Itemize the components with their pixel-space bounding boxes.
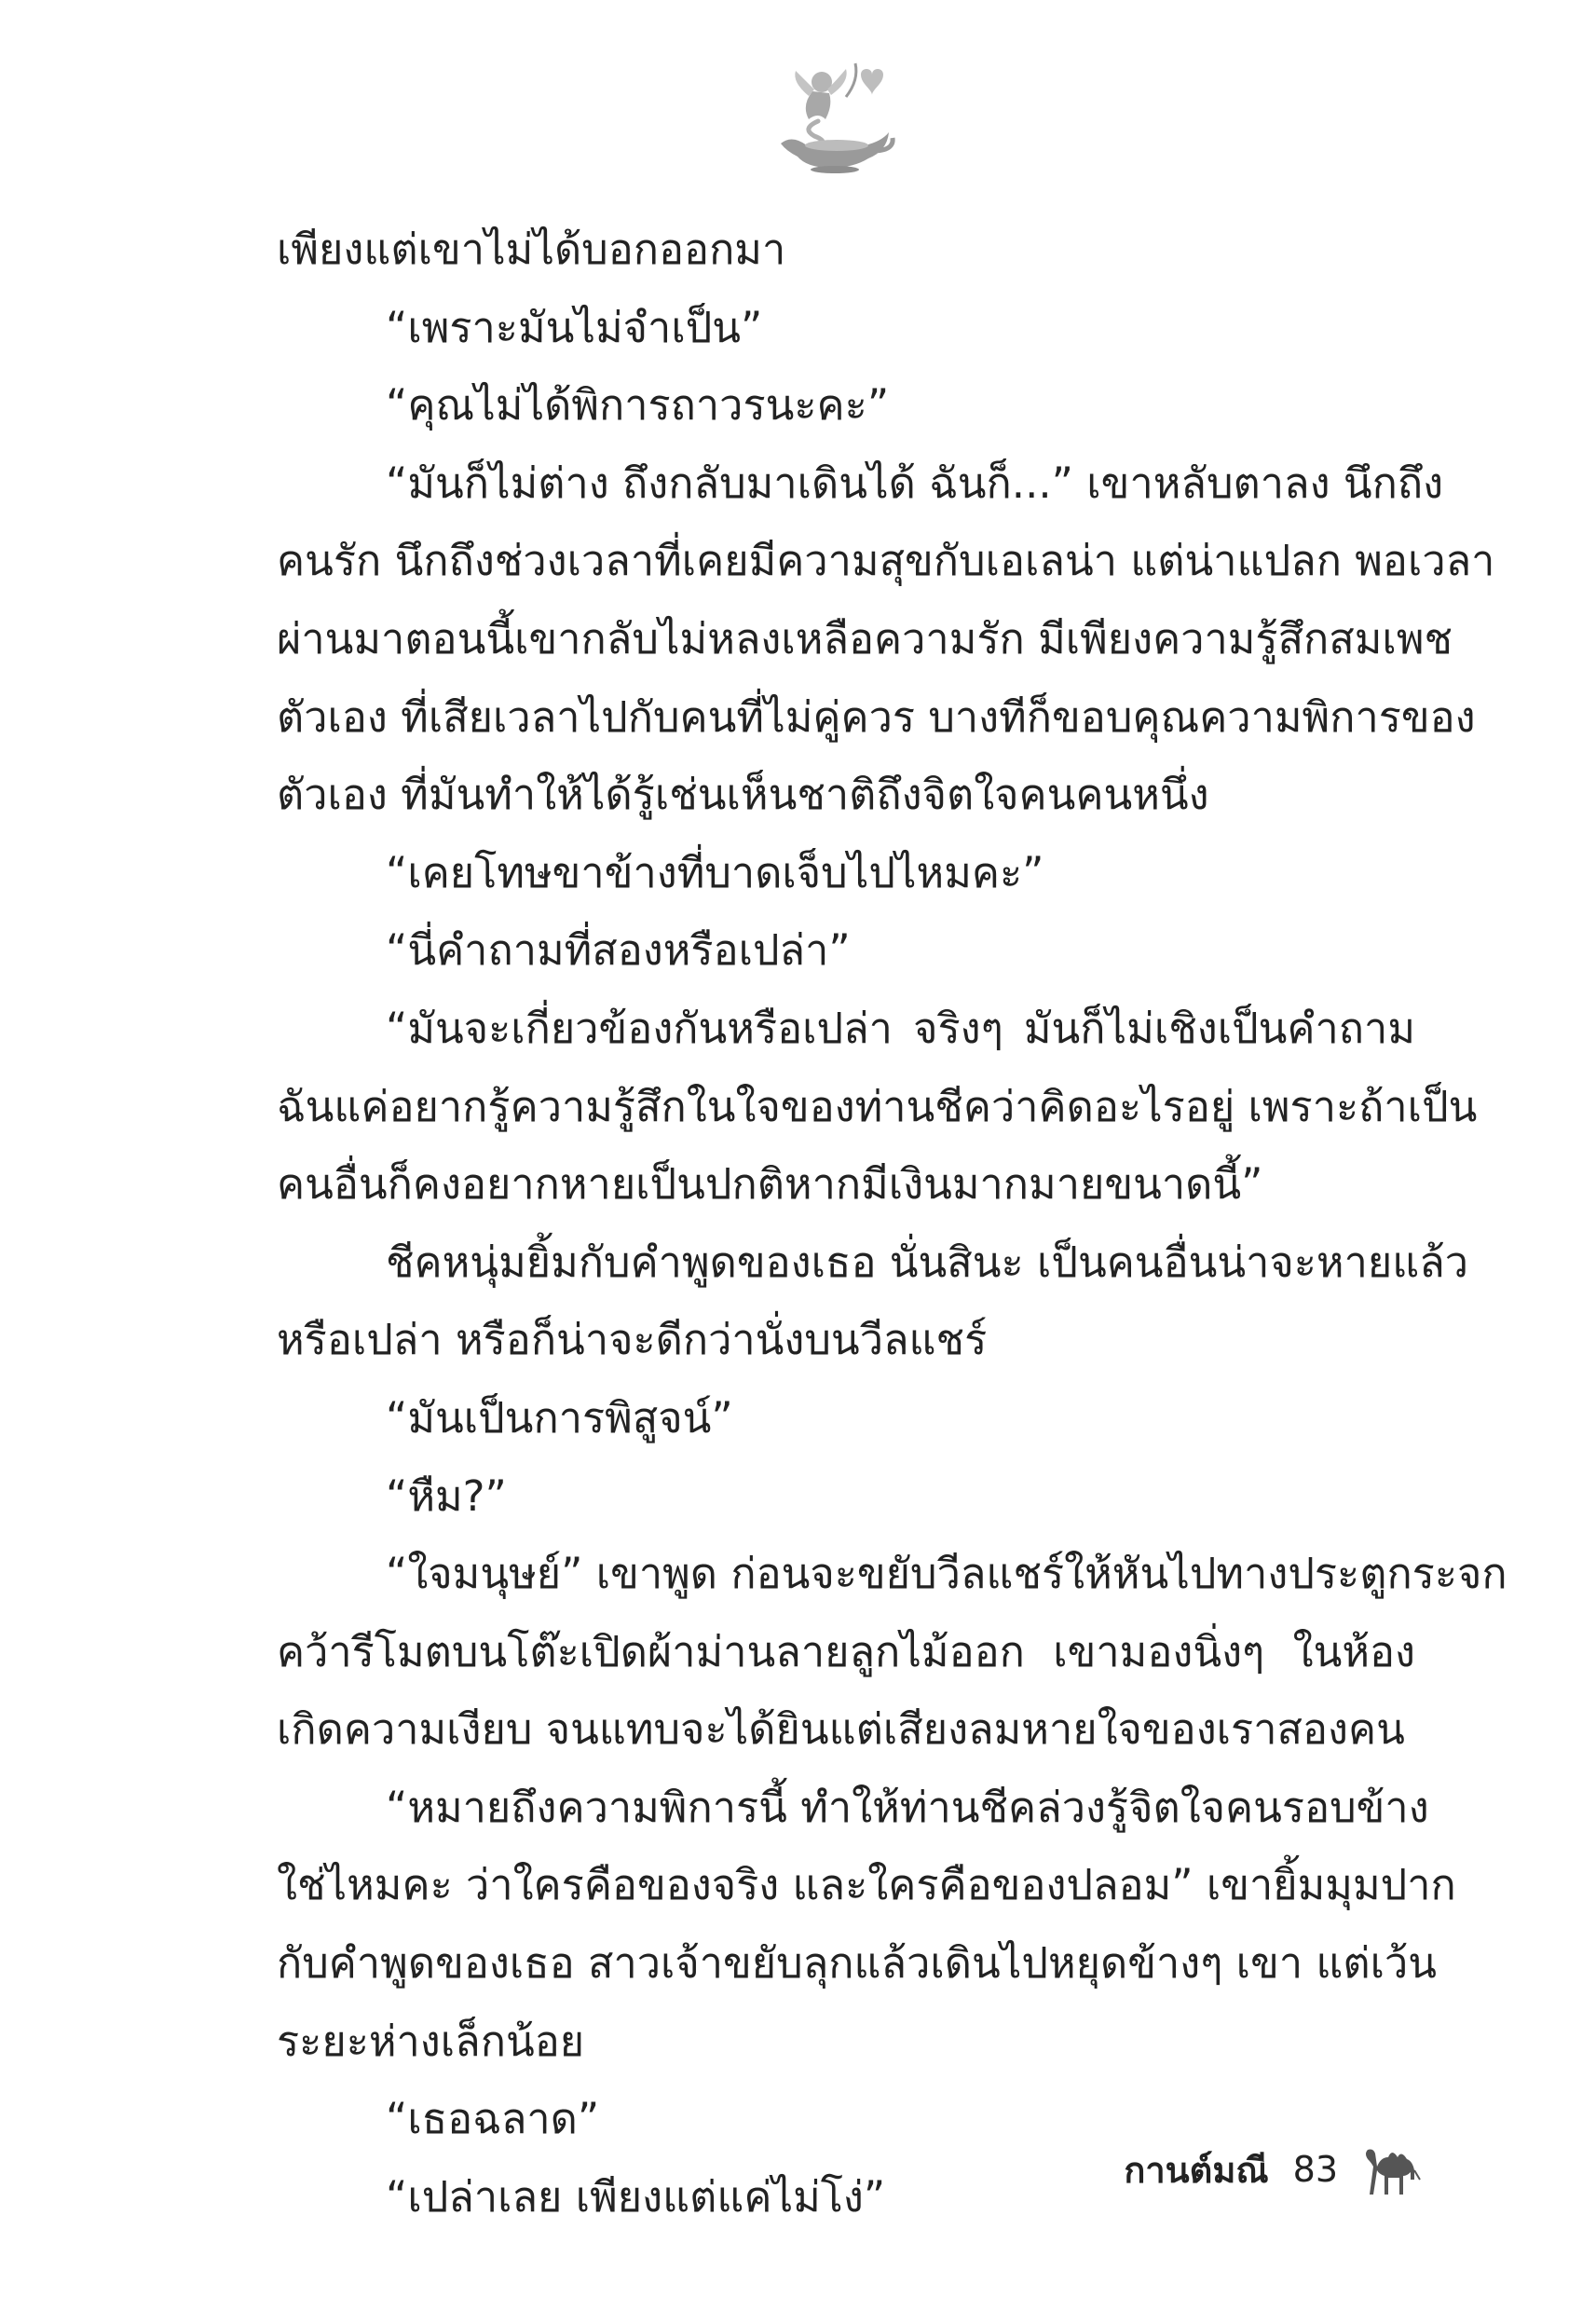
text-line: “มันจะเกี่ยวข้องกันหรือเปล่า จริงๆ มันก็ไม่เชิงเป็นคำถาม	[386, 1003, 1415, 1053]
author-name: กานต์มณี	[1124, 2149, 1269, 2191]
text-line: “ใจมนุษย์” เขาพูด ก่อนจะขยับวีลแชร์ให้หันไปทางประตูกระจก	[386, 1549, 1507, 1599]
text-line: ผ่านมาตอนนี้เขากลับไม่หลงเหลือความรัก มีเพียงความรู้สึกสมเพช	[277, 613, 1453, 663]
text-line: “เพราะมันไม่จำเป็น”	[386, 302, 763, 352]
text-line: “เธอฉลาด”	[386, 2094, 600, 2144]
genie-lamp-with-cupid-icon	[764, 54, 904, 175]
text-line: ตัวเอง ที่เสียเวลาไปกับคนที่ไม่คู่ควร บางทีก็ขอบคุณความพิการของ	[277, 691, 1476, 742]
camel-icon	[1358, 2139, 1425, 2200]
page-footer	[1071, 2132, 1425, 2207]
text-line: “เปล่าเลย เพียงแต่แค่ไม่โง่”	[386, 2171, 886, 2222]
text-line: หรือเปล่า หรือก็น่าจะดีกว่านั่งบนวีลแชร์	[277, 1315, 988, 1365]
text-line: “มันเป็นการพิสูจน์”	[386, 1392, 733, 1443]
text-line: “นี่คำถามที่สองหรือเปล่า”	[386, 925, 851, 976]
text-line: “หมายถึงความพิการนี้ ทำให้ท่านชีคล่วงรู้จิตใจคนรอบข้าง	[386, 1782, 1429, 1832]
body-text	[277, 211, 1507, 2236]
text-line: “หืม?”	[386, 1470, 507, 1521]
text-line: เกิดความเงียบ จนแทบจะได้ยินแต่เสียงลมหายใจของเราสองคน	[277, 1704, 1405, 1755]
text-line: “คุณไม่ได้พิการถาวรนะคะ”	[386, 380, 890, 431]
text-line: คนรัก นึกถึงช่วงเวลาที่เคยมีความสุขกับเอเลน่า แต่น่าแปลก พอเวลา	[277, 536, 1495, 586]
text-line: ฉันแค่อยากรู้ความรู้สึกในใจของท่านชีคว่าคิดอะไรอยู่ เพราะถ้าเป็น	[277, 1081, 1478, 1131]
text-line: ระยะห่างเล็กน้อย	[277, 2016, 585, 2066]
text-line: คว้ารีโมตบนโต๊ะเปิดผ้าม่านลายลูกไม้ออก เขามองนิ่งๆ ในห้อง	[277, 1626, 1415, 1676]
text-line: “มันก็ไม่ต่าง ถึงกลับมาเดินได้ ฉันก็...” เขาหลับตาลง นึกถึง	[386, 458, 1444, 508]
text-line: ชีคหนุ่มยิ้มกับคำพูดของเธอ นั่นสินะ เป็นคนอื่นน่าจะหายแล้ว	[386, 1237, 1469, 1287]
text-line: ตัวเอง ที่มันทำให้ได้รู้เช่นเห็นชาติถึงจิตใจคนคนหนึ่ง	[277, 770, 1209, 820]
text-line: กับคำพูดของเธอ สาวเจ้าขยับลุกแล้วเดินไปหยุดข้างๆ เขา แต่เว้น	[277, 1938, 1438, 1989]
text-line: เพียงแต่เขาไม่ได้บอกออกมา	[277, 225, 786, 274]
page-number: 83	[1292, 2149, 1338, 2190]
text-line: “เคยโทษขาข้างที่บาดเจ็บไปไหมคะ”	[386, 847, 1044, 897]
text-line: คนอื่นก็คงอยากหายเป็นปกติหากมีเงินมากมายขนาดนี้”	[277, 1159, 1263, 1210]
text-line: ใช่ไหมคะ ว่าใครคือของจริง และใครคือของปลอม” เขายิ้มมุมปาก	[277, 1860, 1456, 1910]
